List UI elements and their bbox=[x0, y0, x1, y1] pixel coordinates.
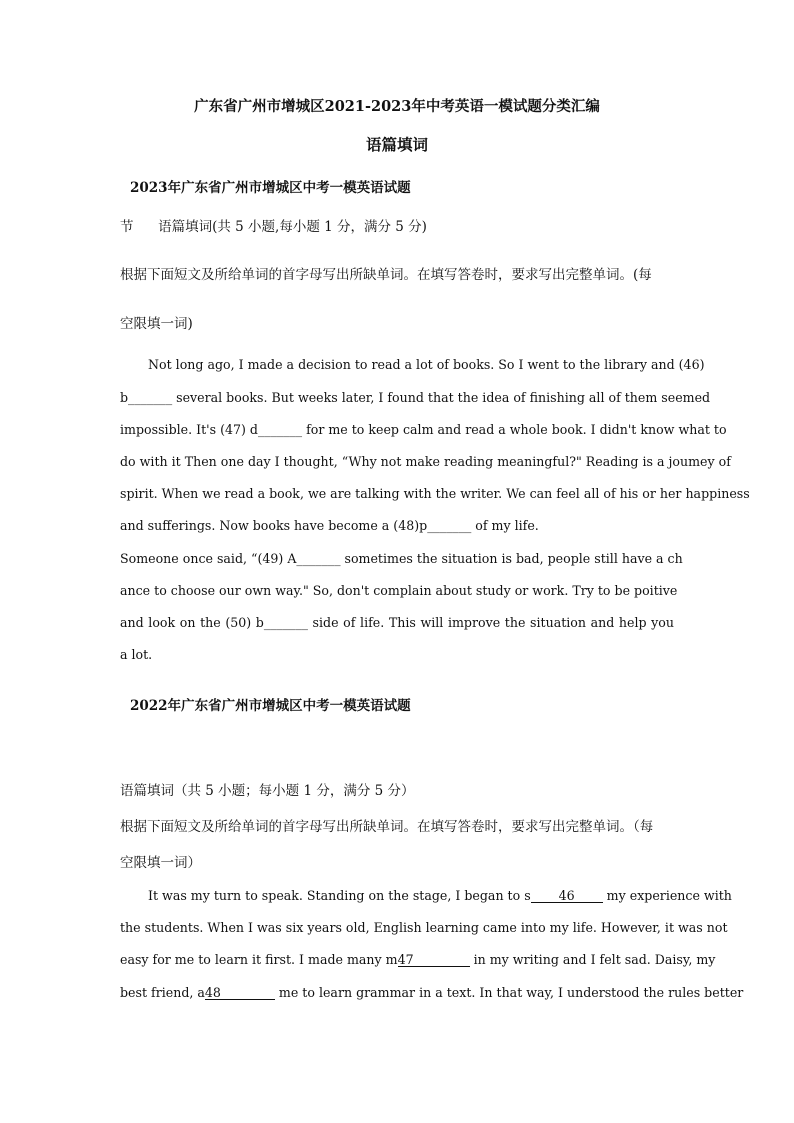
document-title: 广东省广州市增城区2021-2023年中考英语一模试题分类汇编 bbox=[194, 98, 600, 115]
passage-2022-line bbox=[120, 888, 732, 903]
passage-text: in my writing and I felt sad. Daisy, my bbox=[469, 952, 716, 967]
passage-2023-line: a lot. bbox=[120, 647, 153, 662]
passage-2023-line: b_______ several books. But weeks later, I found that the idea of finishing all of them seemed bbox=[120, 390, 711, 405]
passage-2023-line: impossible. It's (47) d_______ for me to keep calm and read a whole book. I didn't know what to bbox=[120, 422, 727, 437]
part-title: 语篇填词(共 5 小题,每小题 1 分，满分 5 分) bbox=[158, 219, 427, 235]
section-2022-heading: 2022年广东省广州市增城区中考一模英语试题 bbox=[130, 698, 411, 714]
part-label: 节 bbox=[120, 219, 134, 235]
passage-2022-line: the students. When I was six years old, English learning came into my life. However, it was not bbox=[120, 920, 728, 935]
section-2023-heading: 2023年广东省广州市增城区中考一模英语试题 bbox=[130, 180, 411, 196]
passage-text: easy for me to learn it first. I made many m bbox=[120, 952, 398, 967]
section-2022-instruction-line2: 空限填一词） bbox=[120, 855, 201, 871]
passage-2023-line: ance to choose our own way." So, don't complain about study or work. Try to be poitive bbox=[120, 583, 678, 598]
passage-2023-line: do with it Then one day I thought, “Why not make reading meaningful?" Reading is a joumey of bbox=[120, 454, 731, 469]
passage-2023-line: and look on the (50) b_______ side of life. This will improve the situation and help you bbox=[120, 615, 674, 630]
passage-text: It was my turn to speak. Standing on the stage, I began to s bbox=[148, 888, 531, 903]
section-2023-instruction-line2: 空限填一词) bbox=[120, 316, 193, 332]
section-2022-instruction-line1: 根据下面短文及所给单词的首字母写出所缺单词。在填写答卷时，要求写出完整单词。（每 bbox=[120, 819, 654, 835]
section-2022-part-title: 语篇填词（共 5 小题；每小题 1 分，满分 5 分） bbox=[120, 783, 415, 799]
section-2023-instruction-line1: 根据下面短文及所给单词的首字母写出所缺单词。在填写答卷时，要求写出完整单词。(每 bbox=[120, 267, 652, 283]
document-subtitle: 语篇填词 bbox=[365, 135, 428, 154]
blank-47: 47 bbox=[398, 954, 470, 967]
passage-2023-line: and sufferings. Now books have become a (48)p_______ of my life. bbox=[120, 518, 539, 533]
passage-text: me to learn grammar in a text. In that way, I understood the rules better bbox=[274, 985, 744, 1000]
blank-48: 48 bbox=[205, 987, 275, 1000]
blank-46: 46 bbox=[531, 890, 603, 903]
passage-2023-line: Someone once said, “(49) A_______ sometimes the situation is bad, people still have a ch bbox=[120, 551, 683, 566]
passage-text: best friend, a bbox=[120, 985, 205, 1000]
section-2023-part-title bbox=[120, 215, 674, 235]
passage-2022-line bbox=[120, 952, 716, 967]
passage-text: my experience with bbox=[602, 888, 732, 903]
passage-2023-line: Not long ago, I made a decision to read a lot of books. So I went to the library and (46) bbox=[148, 357, 705, 372]
passage-2023-line: spirit. When we read a book, we are talking with the writer. We can feel all of his or her happiness bbox=[120, 486, 750, 501]
passage-2022-line bbox=[120, 985, 744, 1000]
